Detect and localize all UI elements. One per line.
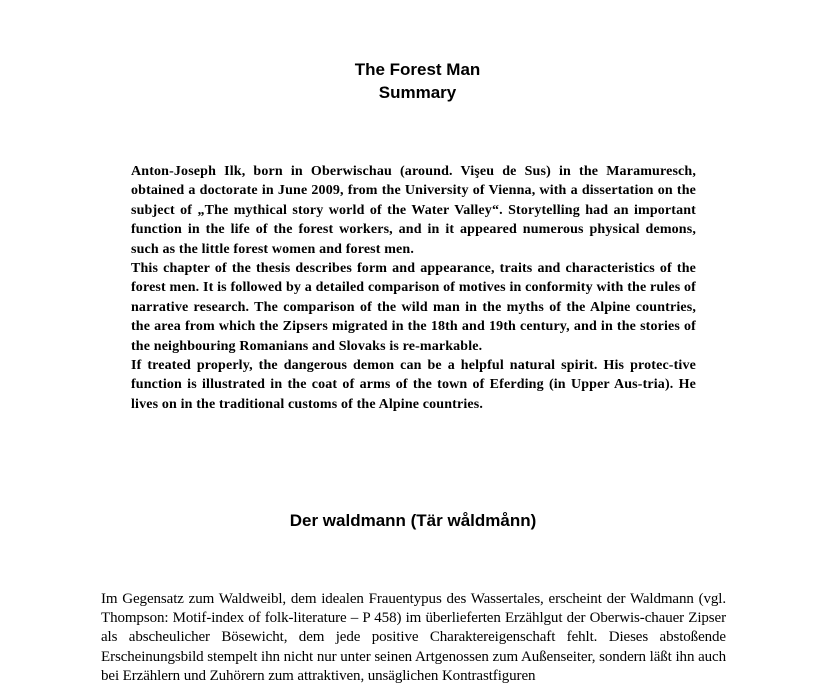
summary-text bbox=[131, 162, 696, 414]
document-title: The Forest Man bbox=[354, 60, 481, 79]
summary-paragraph: If treated properly, the dangerous demon can be a helpful natural spirit. His protec-tive function is illustrated in the coat of arms of the town of Eferding (in Upper Aus-tria). He lives on in the traditional customs of the Alpine countries. bbox=[131, 358, 696, 412]
section-heading: Der waldmann (Tär wåldmånn) bbox=[289, 511, 537, 530]
body-paragraph: Im Gegensatz zum Waldweibl, dem idealen Frauentypus des Wassertales, erscheint der Waldmann (vgl. Thompson: Motif-index of folk-literature – P 458) im überlieferten Erzählgut der Oberwis-chauer Zipser als abscheulicher Bösewicht, dem jede positive Charaktereigenschaft fehlt. Dieses abstoßende Erscheinungsbild stempelt ihn nicht nur unter seinen Artgenossen zum Außenseiter, sondern läßt ihn auch bei Erzählern und Zuhörern zum attraktiven, unsäglichen Kontrastfiguren bbox=[101, 591, 726, 684]
summary-paragraph: This chapter of the thesis describes form and appearance, traits and characteristics of the forest men. It is followed by a detailed comparison of motives in conformity with the rules of narrative research. The comparison of the wild man in the myths of the Alpine countries, the area from which the Zipsers migrated in the 18th and 19th century, and in the stories of the neighbouring Romanians and Slovaks is re-markable. bbox=[131, 261, 696, 354]
document-subtitle: Summary bbox=[378, 83, 457, 102]
summary-paragraph: Anton-Joseph Ilk, born in Oberwischau (around. Vişeu de Sus) in the Maramuresch, obtained a doctorate in June 2009, from the University of Vienna, with a dissertation on the subject of „The mythical story world of the Water Valley“. Storytelling had an important function in the life of the forest workers, and in it appeared numerous physical demons, such as the little forest women and forest men. bbox=[131, 164, 696, 257]
section-body bbox=[101, 590, 726, 686]
